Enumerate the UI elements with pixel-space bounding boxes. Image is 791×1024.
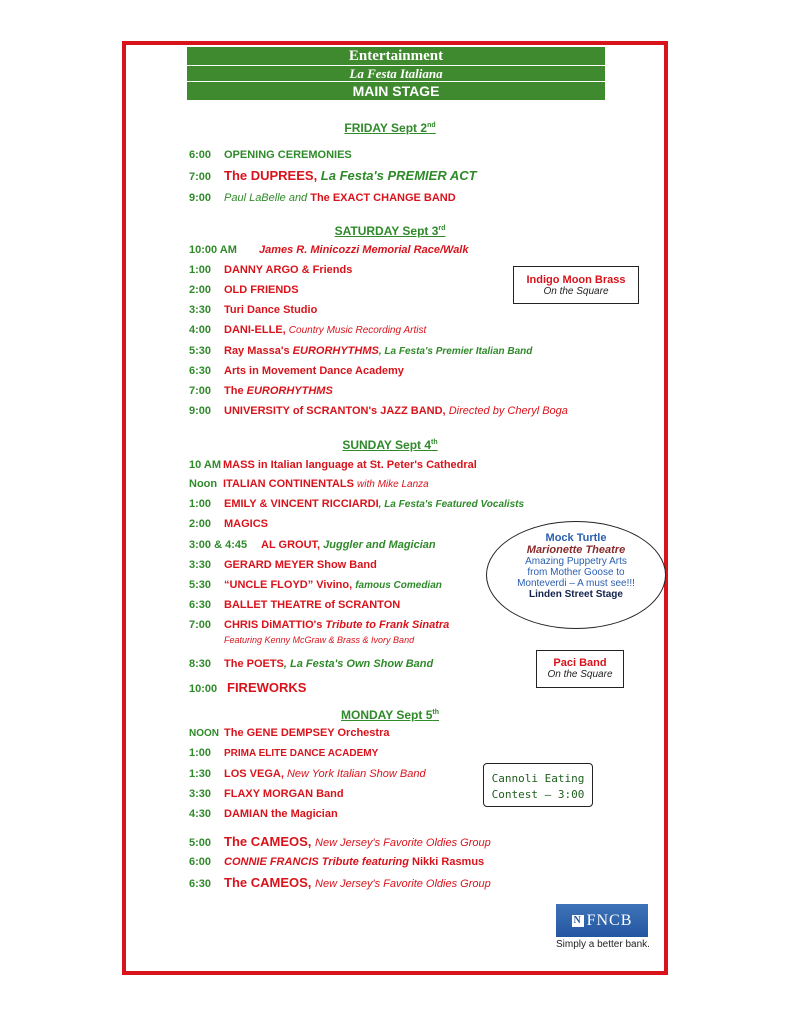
schedule-row: 5:30 “UNCLE FLOYD” Vivino, famous Comedian <box>189 579 442 591</box>
schedule-row: 1:00 PRIMA ELITE DANCE ACADEMY <box>189 747 379 759</box>
schedule-row: 7:00 CHRIS DiMATTIO's Tribute to Frank Sinatra <box>189 619 450 631</box>
schedule-row: 2:00 OLD FRIENDS <box>189 284 299 296</box>
schedule-row: 5:00 The CAMEOS, New Jersey's Favorite Oldies Group <box>189 834 491 849</box>
oval-line: from Mother Goose to <box>527 567 625 578</box>
schedule-row: Noon ITALIAN CONTINENTALS with Mike Lanza <box>189 478 429 490</box>
banner-line: Contest – 3:00 <box>491 787 585 801</box>
schedule-row: 4:30 DAMIAN the Magician <box>189 808 338 820</box>
schedule-row: 7:00 The EURORHYTHMS <box>189 385 333 397</box>
schedule-row: 1:00 EMILY & VINCENT RICCIARDI, La Festa's Featured Vocalists <box>189 498 525 510</box>
header-festival-name: La Festa Italiana <box>187 66 605 81</box>
schedule-row: 9:00 Paul LaBelle and The EXACT CHANGE BAND <box>189 192 456 204</box>
schedule-row: 6:00 OPENING CEREMONIES <box>189 149 352 161</box>
day-heading-sunday: SUNDAY Sept 4th <box>342 438 438 452</box>
schedule-row: 3:30 Turi Dance Studio <box>189 304 318 316</box>
logo-mark-icon: N <box>573 915 582 927</box>
schedule-row: 10:00 FIREWORKS <box>189 680 307 695</box>
oval-line: Marionette Theatre <box>526 544 626 556</box>
schedule-row: 3:00 & 4:45 AL GROUT, Juggler and Magician <box>189 539 436 551</box>
cannoli-contest-banner <box>483 763 593 807</box>
oval-line: Monteverdi – A must see!!! <box>517 578 635 589</box>
schedule-row: NOON The GENE DEMPSEY Orchestra <box>189 727 390 739</box>
logo-text: FNCB <box>586 912 633 929</box>
schedule-row: 6:00 CONNIE FRANCIS Tribute featuring Nikki Rasmus <box>189 856 485 868</box>
schedule-row: 3:30 FLAXY MORGAN Band <box>189 788 344 800</box>
schedule-row: 10 AM MASS in Italian language at St. Peter's Cathedral <box>189 459 477 471</box>
schedule-row: 1:00 DANNY ARGO & Friends <box>189 264 353 276</box>
banner-title: Indigo Moon Brass <box>526 274 626 286</box>
banner-title: Paci Band <box>553 657 607 669</box>
schedule-row: 4:00 DANI-ELLE, Country Music Recording Artist <box>189 324 427 336</box>
schedule-row: 1:30 LOS VEGA, New York Italian Show Band <box>189 768 426 780</box>
schedule-row: 8:30 The POETS, La Festa's Own Show Band <box>189 658 434 670</box>
banner-subtitle: On the Square <box>547 669 613 680</box>
day-heading-monday: MONDAY Sept 5th <box>341 708 439 722</box>
fncb-logo <box>556 904 648 937</box>
banner-subtitle: On the Square <box>543 286 609 297</box>
header-main-stage: MAIN STAGE <box>187 82 605 100</box>
indigo-moon-brass-banner <box>513 266 639 304</box>
day-heading-saturday: SATURDAY Sept 3rd <box>334 224 446 238</box>
paci-band-banner <box>536 650 624 688</box>
schedule-row: 6:30 BALLET THEATRE of SCRANTON <box>189 599 401 611</box>
banner-line: Cannoli Eating <box>491 772 585 785</box>
oval-line: Linden Street Stage <box>529 589 623 600</box>
schedule-row: 6:30 The CAMEOS, New Jersey's Favorite Oldies Group <box>189 875 491 890</box>
schedule-row: 6:30 Arts in Movement Dance Academy <box>189 365 404 377</box>
schedule-row: 10:00 AM James R. Minicozzi Memorial Race/Walk <box>189 244 469 256</box>
sponsor-tagline: Simply a better bank. <box>556 939 650 950</box>
schedule-row: 3:30 GERARD MEYER Show Band <box>189 559 377 571</box>
schedule-row: 5:30 Ray Massa's EURORHYTHMS, La Festa's Premier Italian Band <box>189 345 533 357</box>
schedule-row: 9:00 UNIVERSITY of SCRANTON's JAZZ BAND, Directed by Cheryl Boga <box>189 405 568 417</box>
oval-line: Amazing Puppetry Arts <box>525 556 627 567</box>
schedule-row-note: Featuring Kenny McGraw & Brass & Ivory Band <box>224 635 415 645</box>
header-entertainment: Entertainment <box>187 47 605 65</box>
oval-line: Mock Turtle <box>545 532 607 544</box>
day-heading-friday: FRIDAY Sept 2nd <box>344 121 436 135</box>
mock-turtle-oval <box>486 521 666 629</box>
schedule-row: 2:00 MAGICS <box>189 518 268 530</box>
schedule-row: 7:00 The DUPREES, La Festa's PREMIER ACT <box>189 168 477 183</box>
